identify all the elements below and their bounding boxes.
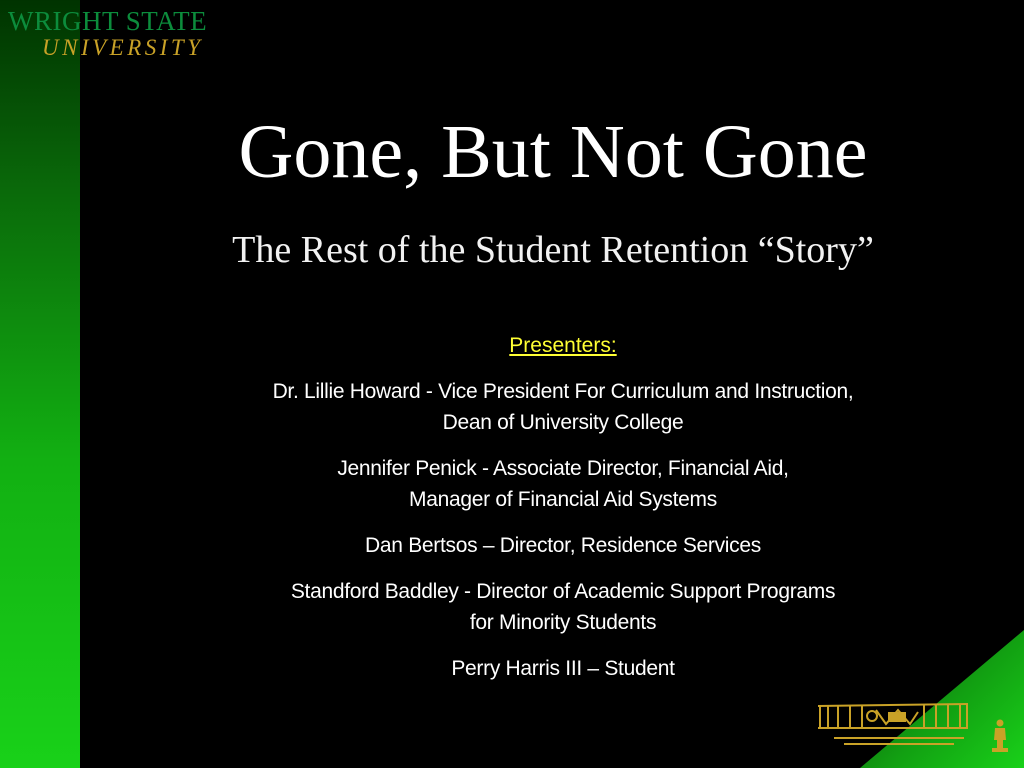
- slide-subtitle: The Rest of the Student Retention “Story”: [232, 229, 874, 271]
- presenter-line: Jennifer Penick - Associate Director, Financial Aid,: [337, 457, 789, 480]
- presenter-line: Manager of Financial Aid Systems: [409, 488, 717, 511]
- presenter-item: [90, 576, 1024, 638]
- left-gradient-band: [0, 0, 80, 768]
- presenter-item: [90, 530, 1024, 561]
- presenter-item: [90, 453, 1024, 515]
- statue-icon: [988, 718, 1012, 752]
- presenter-line: Standford Baddley - Director of Academic Support Programs: [290, 580, 836, 603]
- university-logo: [8, 6, 258, 60]
- wright-flyer-icon: [814, 698, 972, 748]
- logo-university: UNIVERSITY: [42, 35, 204, 60]
- presenter-line: Dean of University College: [442, 411, 684, 434]
- presenter-line: Dan Bertsos – Director, Residence Services: [365, 534, 761, 557]
- presenter-line: for Minority Students: [469, 611, 657, 634]
- logo-wright-state: WRIGHT STATE: [8, 6, 208, 36]
- presenters-heading: Presenters:: [509, 334, 617, 357]
- presenter-line: Perry Harris III – Student: [451, 657, 675, 680]
- presenter-line: Dr. Lillie Howard - Vice President For Curriculum and Instruction,: [272, 380, 854, 403]
- presenter-list: [90, 376, 1024, 699]
- presenter-item: [90, 653, 1024, 684]
- slide-title: Gone, But Not Gone: [238, 110, 868, 194]
- presenter-item: [90, 376, 1024, 438]
